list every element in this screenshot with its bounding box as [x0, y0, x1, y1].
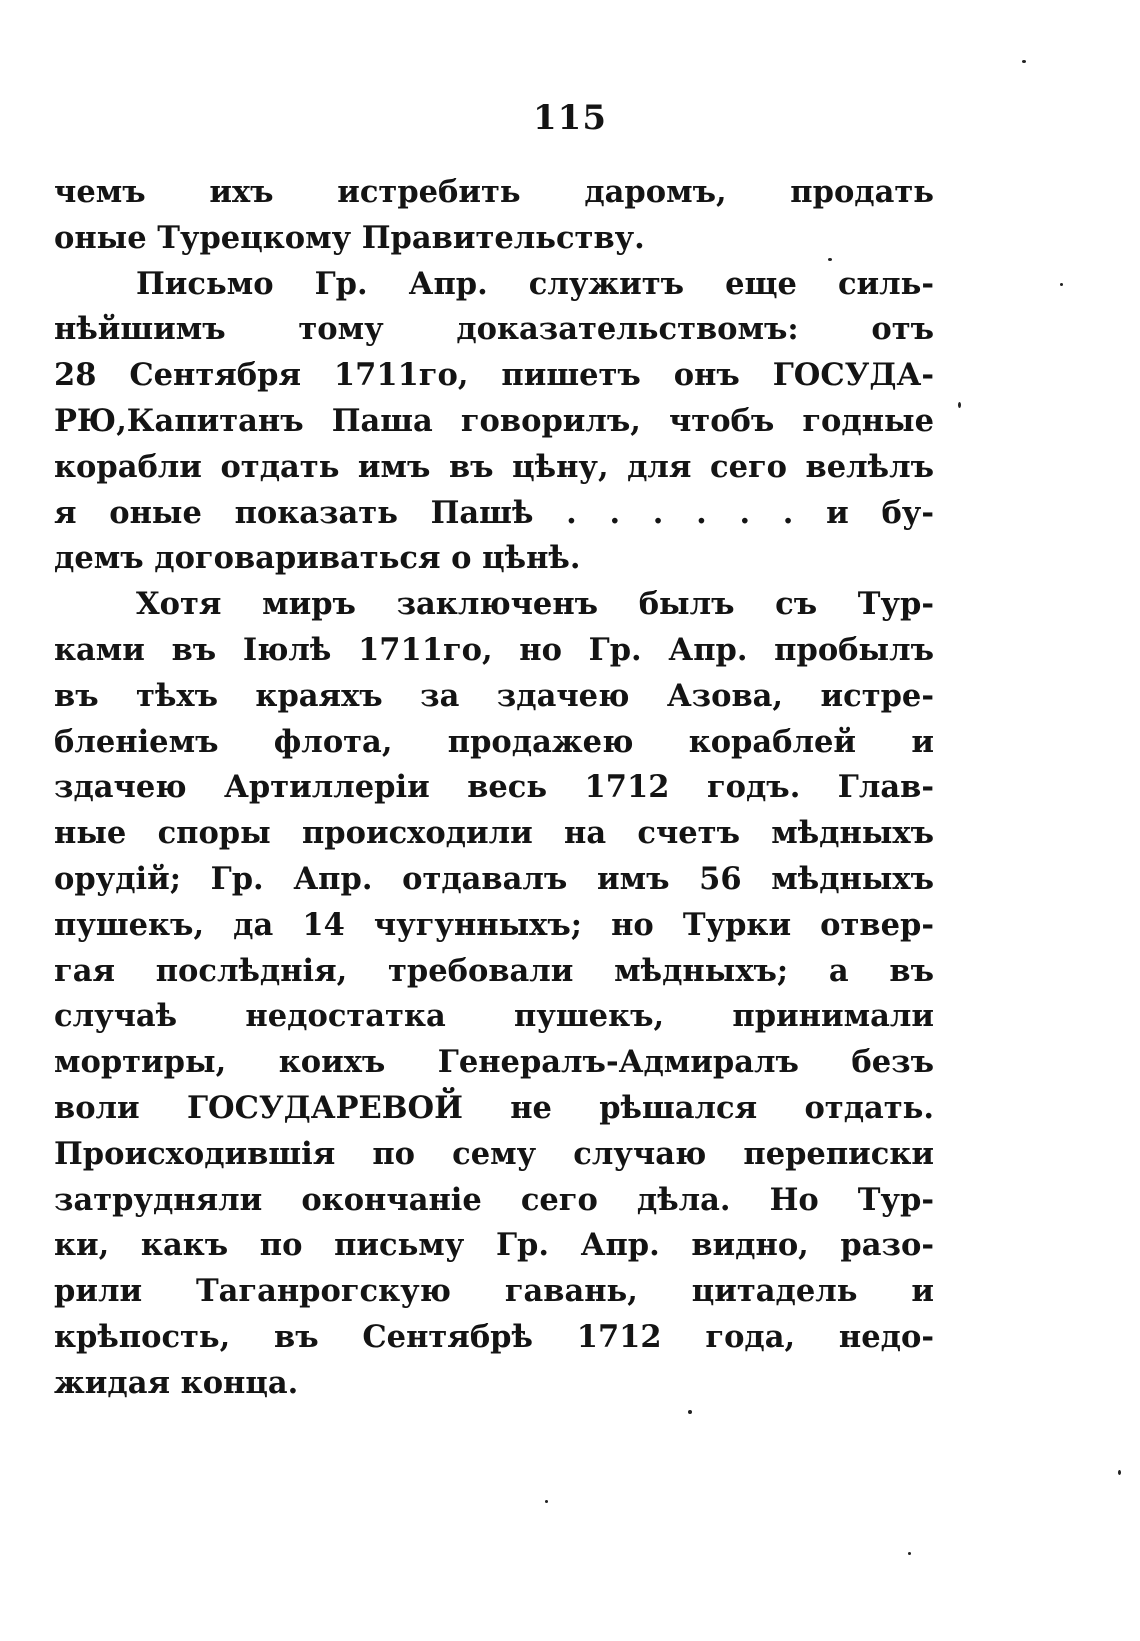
text-line: Хотя миръ заключенъ былъ съ Тур-	[136, 586, 934, 623]
text-line: орудій; Гр. Апр. отдавалъ имъ 56 мѣдныхъ	[54, 860, 934, 897]
text-line: Письмо Гр. Апр. служитъ еще силь-	[136, 265, 934, 302]
text-line: здачею Артиллеріи весь 1712 годъ. Глав-	[54, 769, 934, 806]
scan-speck	[688, 1410, 692, 1414]
text-line: Происходившія по сему случаю переписки	[54, 1135, 934, 1172]
text-line: РЮ,Капитанъ Паша говорилъ, чтобъ годные	[54, 402, 934, 439]
text-line: жидая конца.	[54, 1364, 299, 1401]
text-line: 28 Сентября 1711го, пишетъ онъ ГОСУДА-	[54, 357, 934, 394]
text-line: въ тѣхъ краяхъ за здачею Азова, истре-	[54, 677, 934, 714]
text-line: мортиры, коихъ Генералъ-Адмиралъ безъ	[54, 1044, 934, 1081]
text-line: демъ договариваться о цѣнѣ.	[54, 540, 581, 577]
text-line: затрудняли окончаніе сего дѣла. Но Тур-	[54, 1181, 934, 1218]
text-line: гая послѣднія, требовали мѣдныхъ; а въ	[54, 952, 934, 989]
scan-speck	[908, 1552, 911, 1555]
text-line: рили Таганрогскую гавань, цитадель и	[54, 1273, 934, 1310]
scan-speck	[828, 258, 832, 261]
text-line: оные Турецкому Правительству.	[54, 219, 645, 256]
text-line: ки, какъ по письму Гр. Апр. видно, разо-	[54, 1227, 934, 1264]
scan-speck	[958, 402, 961, 408]
text-line: бленіемъ флота, продажею кораблей и	[54, 723, 934, 760]
text-line: воли ГОСУДАРЕВОЙ не рѣшался отдать.	[54, 1089, 934, 1126]
text-line: чемъ ихъ истребить даромъ, продать	[54, 174, 934, 210]
text-line: корабли отдать имъ въ цѣну, для сего велѣлъ	[54, 448, 934, 485]
scan-speck	[1118, 1470, 1121, 1475]
text-line: случаѣ недостатка пушекъ, принимали	[54, 998, 934, 1035]
page-number: 115	[533, 98, 607, 138]
text-line: я оные показать Пашѣ . . . . . . и бу-	[54, 494, 934, 531]
body-text	[54, 170, 934, 1407]
scan-speck	[545, 1500, 548, 1503]
text-line: ные споры происходили на счетъ мѣдныхъ	[54, 815, 934, 852]
text-line: пушекъ, да 14 чугунныхъ; но Турки отвер-	[54, 906, 934, 943]
text-line: ками въ Іюлѣ 1711го, но Гр. Апр. пробылъ	[54, 631, 934, 668]
text-line: нѣйшимъ тому доказательствомъ: отъ	[54, 311, 934, 348]
scan-speck	[1060, 283, 1063, 286]
scan-speck	[1022, 60, 1026, 63]
text-line: крѣпость, въ Сентябрѣ 1712 года, недо-	[54, 1318, 934, 1355]
